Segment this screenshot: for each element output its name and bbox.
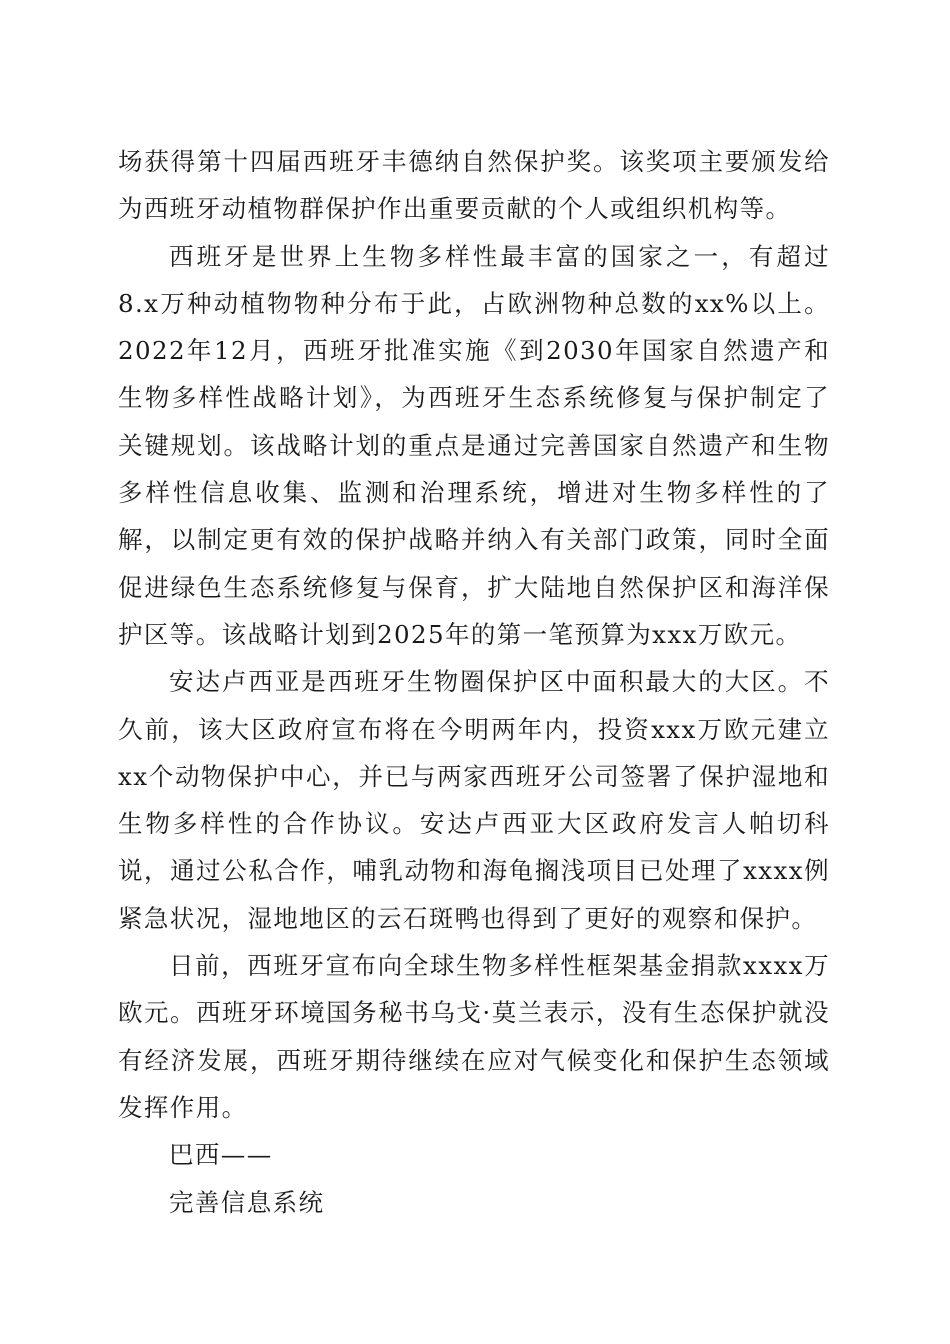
paragraph-spain-biodiversity: 西班牙是世界上生物多样性最丰富的国家之一，有超过8.x万种动植物物种分布于此，占欧洲物种总数的xx%以上。2022年12月，西班牙批准实施《到2030年国家自然遗产和生物多样性战略计划》，为西班牙生态系统修复与保护制定了关键规划。该战略计划的重点是通过完善国家自然遗产和生物多样性信息收集、监测和治理系统，增进对生物多样性的了解，以制定更有效的保护战略并纳入有关部门政策，同时全面促进绿色生态系统修复与保育，扩大陆地自然保护区和海洋保护区等。该战略计划到2025年的第一笔预算为xxx万欧元。 <box>118 241 830 649</box>
paragraph-andalusia: 安达卢西亚是西班牙生物圈保护区中面积最大的大区。不久前，该大区政府宣布将在今明两年内，投资xxx万欧元建立xx个动物保护中心，并已与两家西班牙公司签署了保护湿地和生物多样性的合作协议。安达卢西亚大区政府发言人帕切科说，通过公私合作，哺乳动物和海龟搁浅项目已处理了xxxx例紧急状况，湿地地区的云石斑鸭也得到了更好的观察和保护。 <box>118 667 830 933</box>
subsection-heading: 完善信息系统 <box>169 1187 325 1217</box>
section-heading: 巴西—— <box>169 1140 273 1170</box>
paragraph-continuation: 场获得第十四届西班牙丰德纳自然保护奖。该奖项主要颁发给为西班牙动植物群保护作出重要贡献的个人或组织机构等。 <box>118 147 830 224</box>
paragraph-fund-donation: 日前，西班牙宣布向全球生物多样性框架基金捐款xxxx万欧元。西班牙环境国务秘书乌戈·莫兰表示，没有生态保护就没有经济发展，西班牙期待继续在应对气候变化和保护生态领域发挥作用。 <box>118 951 830 1122</box>
document-body <box>118 138 830 1226</box>
